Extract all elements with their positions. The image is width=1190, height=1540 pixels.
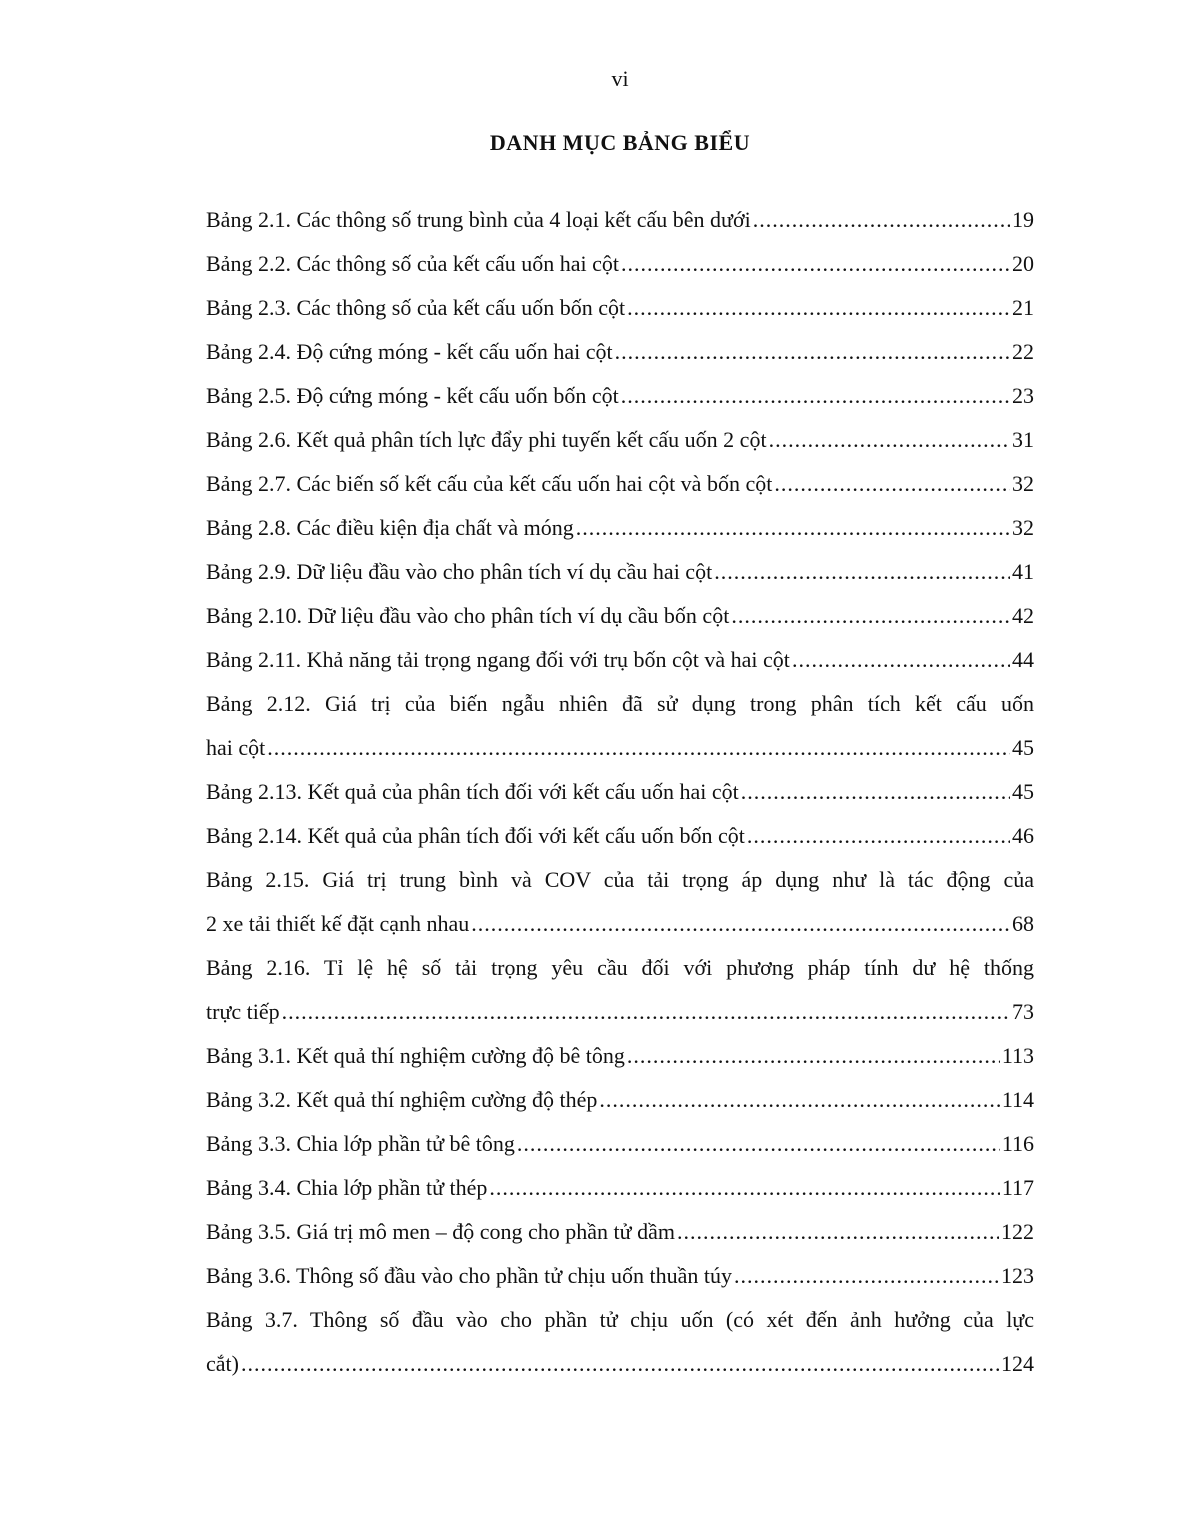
toc-entry[interactable]: [206, 814, 1034, 858]
entry-page: 73: [1012, 999, 1034, 1024]
toc-entry[interactable]: [206, 374, 1034, 418]
dot-leader: [517, 1122, 1000, 1166]
entry-page: 21: [1012, 295, 1034, 320]
entry-page: 42: [1012, 603, 1034, 628]
toc-entry[interactable]: [206, 1210, 1034, 1254]
entry-text: Bảng 2.13. Kết quả của phân tích đối với kết cấu uốn hai cột: [206, 779, 739, 804]
entry-text: Bảng 3.3. Chia lớp phần tử bê tông: [206, 1131, 515, 1156]
entry-text-line1: Bảng 2.12. Giá trị của biến ngẫu nhiên đã sử dụng trong phân tích kết cấu uốn: [206, 691, 1034, 716]
dot-leader: [615, 330, 1010, 374]
dot-leader: [621, 242, 1010, 286]
toc-entry[interactable]: [206, 418, 1034, 462]
entry-page: 114: [1001, 1087, 1034, 1112]
entry-page: 20: [1012, 251, 1034, 276]
toc-entry[interactable]: [206, 1034, 1034, 1078]
toc-entry[interactable]: [206, 550, 1034, 594]
toc-entry[interactable]: [206, 946, 1034, 1034]
entry-text: 2 xe tải thiết kế đặt cạnh nhau: [206, 911, 470, 936]
dot-leader: [489, 1166, 999, 1210]
toc-entry[interactable]: [206, 1122, 1034, 1166]
dot-leader: [792, 638, 1010, 682]
entry-text: Bảng 2.5. Độ cứng móng - kết cấu uốn bốn cột: [206, 383, 619, 408]
dot-leader: [774, 462, 1010, 506]
toc-entry[interactable]: [206, 770, 1034, 814]
page-title: DANH MỤC BẢNG BIỂU: [489, 130, 751, 155]
entry-page: 45: [1012, 779, 1034, 804]
toc-entry[interactable]: [206, 1298, 1034, 1386]
entry-text: Bảng 2.3. Các thông số của kết cấu uốn bốn cột: [206, 295, 626, 320]
entry-text: Bảng 3.6. Thông số đầu vào cho phần tử chịu uốn thuần túy: [206, 1263, 733, 1288]
entry-page: 41: [1012, 559, 1034, 584]
dot-leader: [241, 1342, 999, 1386]
entry-text-line1: Bảng 3.7. Thông số đầu vào cho phần tử chịu uốn (có xét đến ảnh hưởng của lực: [206, 1307, 1034, 1332]
entry-text: Bảng 2.4. Độ cứng móng - kết cấu uốn hai cột: [206, 339, 613, 364]
dot-leader: [267, 726, 1010, 770]
entry-text: Bảng 2.6. Kết quả phân tích lực đẩy phi tuyến kết cấu uốn 2 cột: [206, 427, 767, 452]
entry-page: 46: [1012, 823, 1034, 848]
entry-text: cắt): [206, 1351, 239, 1376]
toc-entry[interactable]: [206, 594, 1034, 638]
dot-leader: [731, 594, 1010, 638]
toc-entry[interactable]: [206, 198, 1034, 242]
toc-entry[interactable]: [206, 506, 1034, 550]
entry-page: 117: [1001, 1175, 1034, 1200]
table-list: [206, 198, 1034, 1386]
entry-text: Bảng 2.8. Các điều kiện địa chất và móng: [206, 515, 574, 540]
entry-text: Bảng 3.2. Kết quả thí nghiệm cường độ thép: [206, 1087, 598, 1112]
dot-leader: [714, 550, 1010, 594]
dot-leader: [747, 814, 1010, 858]
entry-text-line1: Bảng 2.15. Giá trị trung bình và COV của tải trọng áp dụng như là tác động của: [206, 867, 1034, 892]
dot-leader: [282, 990, 1010, 1034]
toc-entry[interactable]: [206, 1078, 1034, 1122]
entry-text: Bảng 3.5. Giá trị mô men – độ cong cho phần tử dầm: [206, 1219, 675, 1244]
entry-text: Bảng 2.10. Dữ liệu đầu vào cho phân tích ví dụ cầu bốn cột: [206, 603, 730, 628]
dot-leader: [734, 1254, 999, 1298]
page-number: vi: [611, 66, 629, 91]
entry-page: 45: [1012, 735, 1034, 760]
entry-page: 124: [1001, 1351, 1034, 1376]
toc-entry[interactable]: [206, 1166, 1034, 1210]
dot-leader: [677, 1210, 999, 1254]
entry-page: 123: [1001, 1263, 1034, 1288]
entry-text: Bảng 3.4. Chia lớp phần tử thép: [206, 1175, 488, 1200]
entry-page: 19: [1012, 207, 1034, 232]
entry-text: Bảng 3.1. Kết quả thí nghiệm cường độ bê tông: [206, 1043, 625, 1068]
entry-page: 23: [1012, 383, 1034, 408]
toc-entry[interactable]: [206, 858, 1034, 946]
entry-page: 32: [1012, 471, 1034, 496]
dot-leader: [471, 902, 1010, 946]
toc-entry[interactable]: [206, 682, 1034, 770]
entry-page: 116: [1001, 1131, 1034, 1156]
entry-text: Bảng 2.11. Khả năng tải trọng ngang đối với trụ bốn cột và hai cột: [206, 647, 790, 672]
dot-leader: [627, 1034, 1000, 1078]
entry-text: Bảng 2.1. Các thông số trung bình của 4 loại kết cấu bên dưới: [206, 207, 751, 232]
entry-page: 31: [1012, 427, 1034, 452]
toc-entry[interactable]: [206, 462, 1034, 506]
entry-page: 113: [1001, 1043, 1034, 1068]
dot-leader: [621, 374, 1010, 418]
dot-leader: [627, 286, 1010, 330]
entry-page: 122: [1001, 1219, 1034, 1244]
entry-text-line1: Bảng 2.16. Tỉ lệ hệ số tải trọng yêu cầu đối với phương pháp tính dư hệ thống: [206, 955, 1034, 980]
dot-leader: [599, 1078, 999, 1122]
entry-text: Bảng 2.14. Kết quả của phân tích đối với kết cấu uốn bốn cột: [206, 823, 745, 848]
entry-page: 32: [1012, 515, 1034, 540]
dot-leader: [769, 418, 1010, 462]
entry-page: 44: [1012, 647, 1034, 672]
dot-leader: [741, 770, 1010, 814]
toc-entry[interactable]: [206, 242, 1034, 286]
entry-text: hai cột: [206, 735, 266, 760]
entry-page: 68: [1012, 911, 1034, 936]
toc-entry[interactable]: [206, 286, 1034, 330]
dot-leader: [753, 198, 1010, 242]
entry-page: 22: [1012, 339, 1034, 364]
dot-leader: [576, 506, 1010, 550]
toc-entry[interactable]: [206, 330, 1034, 374]
entry-text: Bảng 2.9. Dữ liệu đầu vào cho phân tích ví dụ cầu hai cột: [206, 559, 713, 584]
entry-text: Bảng 2.2. Các thông số của kết cấu uốn hai cột: [206, 251, 620, 276]
toc-entry[interactable]: [206, 638, 1034, 682]
toc-entry[interactable]: [206, 1254, 1034, 1298]
entry-text: trực tiếp: [206, 999, 280, 1024]
entry-text: Bảng 2.7. Các biến số kết cấu của kết cấu uốn hai cột và bốn cột: [206, 471, 773, 496]
